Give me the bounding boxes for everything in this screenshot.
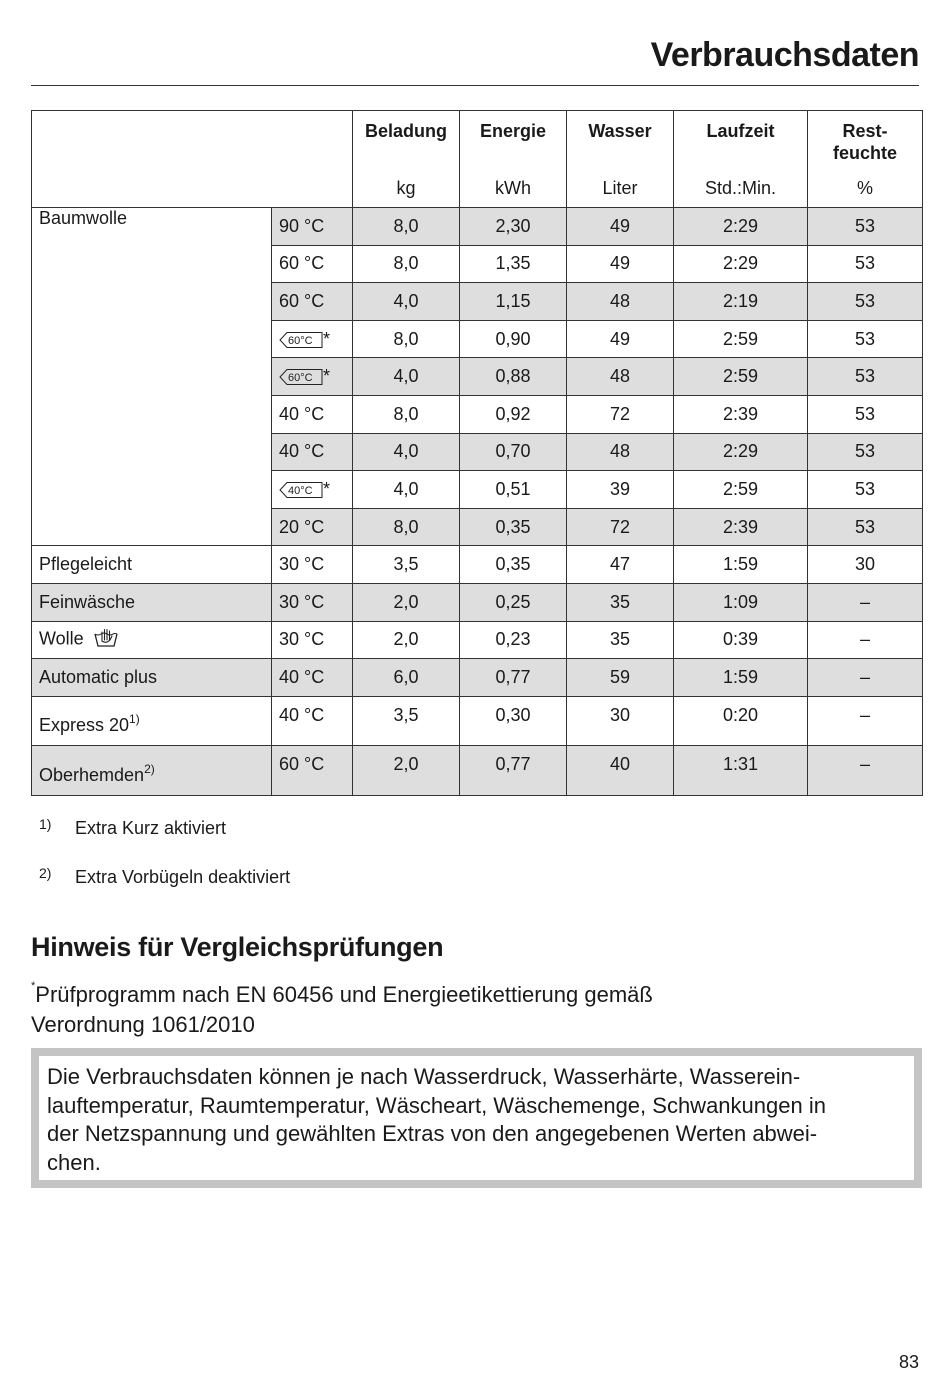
footnote-mark: 1) <box>39 816 52 832</box>
energy-cell: 0,77 <box>460 746 567 796</box>
time-cell: 1:09 <box>674 583 808 621</box>
footnote-ref-1: 1) <box>129 712 140 727</box>
temp-cell: 60 °C <box>272 746 353 796</box>
load-cell: 8,0 <box>353 320 460 358</box>
temp-cell <box>272 471 353 509</box>
water-cell: 49 <box>567 245 674 283</box>
time-cell: 2:59 <box>674 320 808 358</box>
program-oberhemden-label: Oberhemden <box>39 764 145 785</box>
time-cell: 2:29 <box>674 245 808 283</box>
time-cell: 2:19 <box>674 283 808 321</box>
test-program-note <box>31 980 911 1040</box>
time-cell: 1:59 <box>674 546 808 584</box>
energy-cell: 0,51 <box>460 471 567 509</box>
water-cell: 35 <box>567 583 674 621</box>
eco-60-label: 60°C <box>288 335 313 348</box>
water-cell: 48 <box>567 433 674 471</box>
col-header-laufzeit: Laufzeit <box>674 111 808 172</box>
section-heading: Hinweis für Vergleichsprüfungen <box>31 932 444 962</box>
para-line-1: Prüfprogramm nach EN 60456 und Energieetikettierung gemäß <box>35 982 653 1007</box>
moisture-cell: 53 <box>808 208 923 246</box>
load-cell: 3,5 <box>353 696 460 746</box>
temp-cell: 60 °C <box>272 245 353 283</box>
eco-60-icon <box>279 331 323 348</box>
unit-liter: Liter <box>567 172 674 208</box>
footnote-mark: 2) <box>39 865 52 881</box>
temp-cell: 30 °C <box>272 621 353 659</box>
energy-cell: 1,15 <box>460 283 567 321</box>
eco-asterisk: * <box>323 478 331 499</box>
footnote-text: Extra Kurz aktiviert <box>75 818 227 838</box>
table-row <box>32 546 923 584</box>
moisture-cell: 53 <box>808 283 923 321</box>
asterisk-mark: * <box>31 980 36 992</box>
water-cell: 40 <box>567 746 674 796</box>
header-row <box>32 111 923 172</box>
program-feinwaesche: Feinwäsche <box>32 583 272 621</box>
units-row <box>32 172 923 208</box>
notice-line: der Netzspannung und gewählten Extras von den angegebenen Werten abwei- <box>47 1121 818 1146</box>
water-cell: 72 <box>567 395 674 433</box>
notice-line: chen. <box>47 1149 101 1175</box>
water-cell: 39 <box>567 471 674 509</box>
water-cell: 72 <box>567 508 674 546</box>
load-cell: 8,0 <box>353 245 460 283</box>
temp-cell: 30 °C <box>272 546 353 584</box>
program-automatic-plus: Automatic plus <box>32 659 272 697</box>
load-cell: 2,0 <box>353 583 460 621</box>
time-cell: 0:39 <box>674 621 808 659</box>
unit-kg: kg <box>353 172 460 208</box>
temp-cell: 40 °C <box>272 696 353 746</box>
energy-cell: 0,77 <box>460 659 567 697</box>
program-pflegeleicht: Pflegeleicht <box>32 546 272 584</box>
water-cell: 47 <box>567 546 674 584</box>
moisture-cell: 30 <box>808 546 923 584</box>
moisture-cell: 53 <box>808 471 923 509</box>
footnote-ref-2: 2) <box>144 761 155 776</box>
load-cell: 8,0 <box>353 395 460 433</box>
unit-blank <box>32 172 353 208</box>
load-cell: 4,0 <box>353 471 460 509</box>
moisture-cell: – <box>808 659 923 697</box>
unit-percent: % <box>808 172 923 208</box>
title-divider <box>31 85 919 86</box>
footnote-text: Extra Vorbügeln deaktiviert <box>75 867 291 887</box>
water-cell: 48 <box>567 283 674 321</box>
time-cell: 2:29 <box>674 208 808 246</box>
time-cell: 1:59 <box>674 659 808 697</box>
temp-cell <box>272 358 353 396</box>
temp-cell: 40 °C <box>272 395 353 433</box>
moisture-cell: – <box>808 583 923 621</box>
energy-cell: 0,35 <box>460 508 567 546</box>
time-cell: 1:31 <box>674 746 808 796</box>
unit-kwh: kWh <box>460 172 567 208</box>
load-cell: 4,0 <box>353 358 460 396</box>
moisture-cell: – <box>808 621 923 659</box>
consumption-table <box>31 110 923 796</box>
water-cell: 59 <box>567 659 674 697</box>
temp-cell: 20 °C <box>272 508 353 546</box>
time-cell: 2:29 <box>674 433 808 471</box>
load-cell: 2,0 <box>353 746 460 796</box>
col-header-energie: Energie <box>460 111 567 172</box>
load-cell: 8,0 <box>353 508 460 546</box>
program-wolle-label: Wolle <box>39 628 84 649</box>
temp-cell: 90 °C <box>272 208 353 246</box>
col-header-restfeuchte <box>808 111 923 172</box>
water-cell: 35 <box>567 621 674 659</box>
temp-cell: 30 °C <box>272 583 353 621</box>
temp-cell: 40 °C <box>272 433 353 471</box>
time-cell: 2:59 <box>674 471 808 509</box>
energy-cell: 0,88 <box>460 358 567 396</box>
program-express-20 <box>32 696 272 746</box>
table-row <box>32 583 923 621</box>
energy-cell: 0,23 <box>460 621 567 659</box>
load-cell: 4,0 <box>353 283 460 321</box>
table-row <box>32 696 923 746</box>
table-row <box>32 208 923 246</box>
program-oberhemden <box>32 746 272 796</box>
program-baumwolle: Baumwolle <box>32 208 272 546</box>
energy-cell: 0,70 <box>460 433 567 471</box>
time-cell: 2:59 <box>674 358 808 396</box>
col-header-beladung: Beladung <box>353 111 460 172</box>
load-cell: 3,5 <box>353 546 460 584</box>
load-cell: 2,0 <box>353 621 460 659</box>
moisture-cell: 53 <box>808 245 923 283</box>
energy-cell: 1,35 <box>460 245 567 283</box>
para-line-2: Verordnung 1061/2010 <box>31 1012 255 1037</box>
temp-cell: 60 °C <box>272 283 353 321</box>
header-blank <box>32 111 353 172</box>
energy-cell: 0,92 <box>460 395 567 433</box>
water-cell: 49 <box>567 320 674 358</box>
moisture-cell: 53 <box>808 358 923 396</box>
table-row <box>32 746 923 796</box>
temp-cell <box>272 320 353 358</box>
water-cell: 30 <box>567 696 674 746</box>
table-row <box>32 659 923 697</box>
eco-60-label: 60°C <box>288 372 313 385</box>
moisture-cell: 53 <box>808 433 923 471</box>
load-cell: 8,0 <box>353 208 460 246</box>
load-cell: 4,0 <box>353 433 460 471</box>
eco-40-label: 40°C <box>288 485 313 498</box>
unit-time: Std.:Min. <box>674 172 808 208</box>
page-number: 83 <box>898 1352 919 1372</box>
col-header-wasser: Wasser <box>567 111 674 172</box>
load-cell: 6,0 <box>353 659 460 697</box>
water-cell: 49 <box>567 208 674 246</box>
notice-line: Die Verbrauchsdaten können je nach Wasserdruck, Wasserhärte, Wasserein- <box>47 1064 801 1089</box>
energy-cell: 2,30 <box>460 208 567 246</box>
restfeuchte-line1: Rest- <box>842 121 888 141</box>
moisture-cell: – <box>808 696 923 746</box>
water-cell: 48 <box>567 358 674 396</box>
time-cell: 2:39 <box>674 508 808 546</box>
time-cell: 0:20 <box>674 696 808 746</box>
time-cell: 2:39 <box>674 395 808 433</box>
notice-line: lauftemperatur, Raumtemperatur, Wäscheart, Wäschemenge, Schwankungen in <box>47 1092 826 1118</box>
moisture-cell: – <box>808 746 923 796</box>
table-row <box>32 621 923 659</box>
program-express-label: Express 20 <box>39 715 130 736</box>
moisture-cell: 53 <box>808 395 923 433</box>
hand-wash-icon <box>93 626 119 653</box>
notice-text <box>47 1063 907 1177</box>
temp-cell: 40 °C <box>272 659 353 697</box>
energy-cell: 0,30 <box>460 696 567 746</box>
energy-cell: 0,35 <box>460 546 567 584</box>
moisture-cell: 53 <box>808 320 923 358</box>
energy-cell: 0,25 <box>460 583 567 621</box>
energy-cell: 0,90 <box>460 320 567 358</box>
moisture-cell: 53 <box>808 508 923 546</box>
eco-60-icon <box>279 369 323 386</box>
page-title: Verbrauchsdaten <box>650 36 919 74</box>
eco-40-icon <box>279 482 323 499</box>
eco-asterisk: * <box>323 328 331 349</box>
notice-box <box>31 1048 922 1188</box>
program-wolle <box>32 621 272 659</box>
eco-asterisk: * <box>323 366 331 387</box>
restfeuchte-line2: feuchte <box>832 143 897 163</box>
